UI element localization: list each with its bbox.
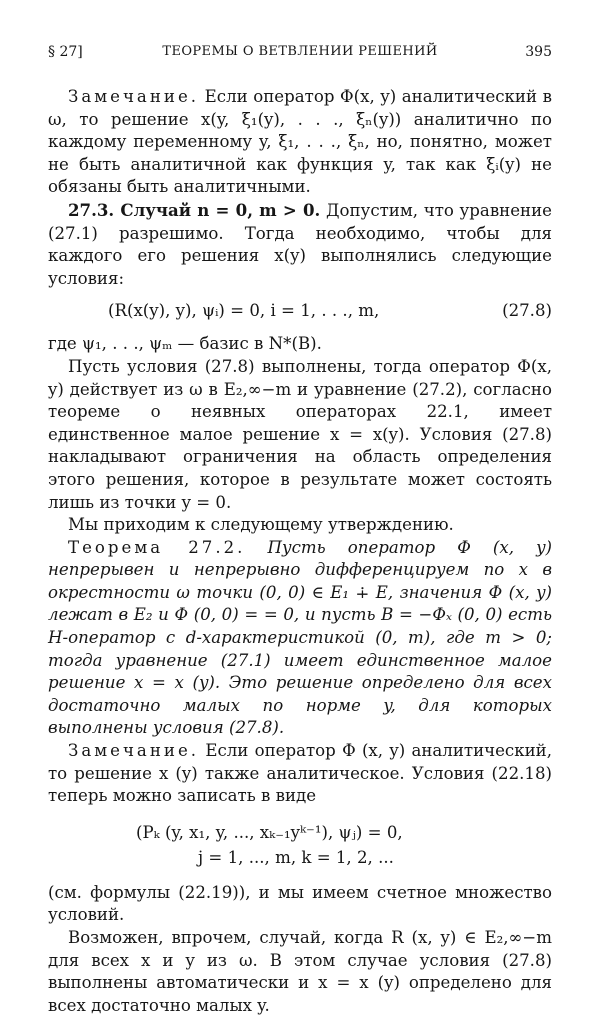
remark-paragraph-1 <box>48 86 552 199</box>
section-heading: 27.3. Случай n = 0, m > 0. <box>68 199 321 220</box>
display-formula <box>48 820 552 870</box>
running-header <box>48 40 552 64</box>
theorem-text: Пусть оператор Φ (x, y) непрерывен и непрерывно дифференцируем по x в окрестности ω точки (0, 0) ∈ E₁ ∔ E, значения Φ (x, y) лежат в E₂ и Φ (0, 0) = = 0, и пусть B = −Φₓ (0, 0) есть H-оператор с d-характеристикой (0, m), где m > 0; тогда уравнение (27.1) имеет единственное малое решение x = x (y). Это решение определено для всех достаточно малых по норме y, для которых выполнены условия (27.8). <box>48 537 552 738</box>
remark-label-2: Замечание. <box>68 741 200 761</box>
remark-label: Замечание. <box>68 87 200 106</box>
theorem-label: Теорема 27.2. <box>68 537 246 557</box>
equation-number: (27.8) <box>502 301 552 321</box>
chapter-title: ТЕОРЕМЫ О ВЕТВЛЕНИИ РЕШЕНИЙ <box>162 44 438 59</box>
equation-body: (R(x(y), y), ψᵢ) = 0, i = 1, . . ., m, <box>108 301 380 321</box>
conditions-paragraph: Пусть условия (27.8) выполнены, тогда оператор Φ(x, y) действует из ω в E₂,∞−m и уравнение (27.2), согласно теореме о неявных операторах 22.1, имеет единственное малое решение x = x(y). Условия (27.8) накладывают ограничения на область определения этого решения, которое в результате может состоять лишь из точки y = 0. <box>48 356 552 512</box>
remark-text-2: Если оператор Φ (x, y) аналитический, то решение x (y) также аналитическое. Условия (22.18) теперь можно записать в виде <box>48 741 552 806</box>
equation-27-8 <box>48 298 552 324</box>
display-formula-line-1: (Pₖ (y, x₁, y, ..., xₖ₋₁yᵏ⁻¹), ψⱼ) = 0, <box>136 822 403 842</box>
remark-text: Если оператор Φ(x, y) аналитический в ω, то решение x(y, ξ₁(y), . . ., ξₙ(y)) аналитично по каждому переменному y, ξ₁, . . ., ξₙ, но, понятно, может не быть аналитичной как функция y, так как ξᵢ(y) не обязаны быть аналитичными. <box>48 87 552 197</box>
conclusion-paragraph: Мы приходим к следующему утверждению. <box>68 515 454 535</box>
section-27-3-paragraph <box>48 199 552 290</box>
display-formula-line-2: j = 1, ..., m, k = 1, 2, ... <box>198 847 394 867</box>
basis-paragraph: где ψ₁, . . ., ψₘ — базис в N*(B). <box>48 334 322 354</box>
final-paragraph: Возможен, впрочем, случай, когда R (x, y) ∈ E₂,∞−m для всех x и y из ω. В этом случае условия (27.8) выполнены автоматически и x = x (y) определено для всех достаточно малых y. <box>48 928 552 1015</box>
page-number: 395 <box>525 44 552 60</box>
section-marker: § 27] <box>48 44 83 60</box>
remark-paragraph-2 <box>48 740 552 808</box>
theorem-paragraph <box>48 537 552 740</box>
page-body <box>48 86 552 1017</box>
section-text: Допустим, что уравнение (27.1) разрешимо. Тогда необходимо, чтобы для каждого его решения x(y) выполнялись следующие условия: <box>48 200 552 288</box>
after-display-paragraph: (см. формулы (22.19)), и мы имеем счетное множество условий. <box>48 882 552 925</box>
